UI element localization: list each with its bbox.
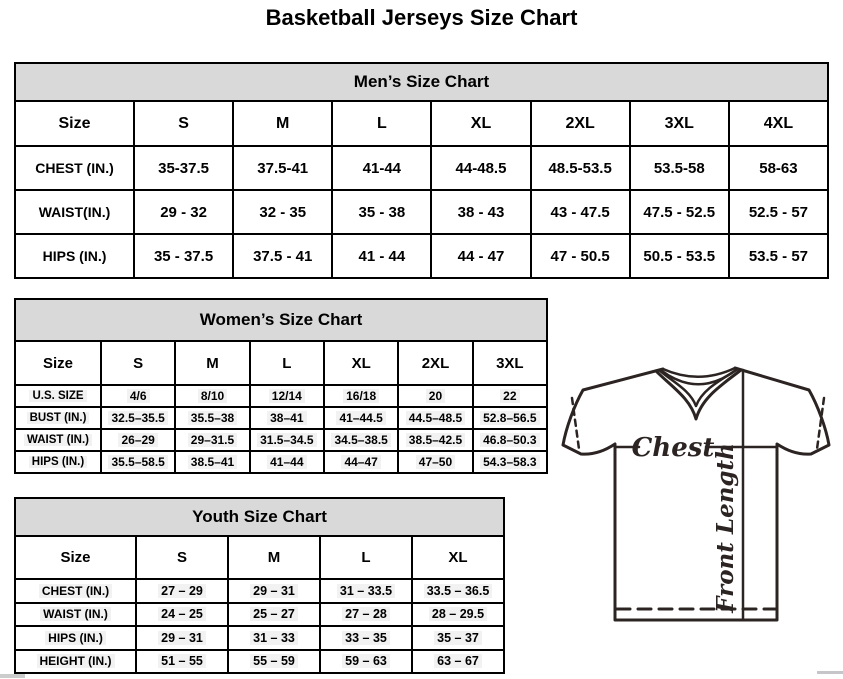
cell-value: 35 – 37: [434, 631, 482, 645]
youth-size-corner-label: Size: [15, 536, 136, 579]
cell-value: 47–50: [416, 455, 455, 469]
cell-value: 52.8–56.5: [480, 411, 539, 425]
mens-size-col-4xl: 4XL: [729, 101, 828, 146]
cell-value: 50.5 - 53.5: [630, 234, 729, 278]
cell-value: 37.5 - 41: [233, 234, 332, 278]
collar-v-inner: [659, 369, 738, 406]
mens-waist-row: [15, 190, 828, 234]
cell-value: 52.5 - 57: [729, 190, 828, 234]
cell-value: 29–31.5: [188, 433, 237, 447]
cell-value: 38–41: [267, 411, 306, 425]
mens-size-col-s: S: [134, 101, 233, 146]
hscrollbar-left-fragment[interactable]: [0, 674, 25, 678]
cell-value: 35.5–38: [188, 411, 237, 425]
womens-size-col-l: L: [250, 341, 324, 385]
cell-value: 41-44: [332, 146, 431, 190]
cell-value: 46.8–50.3: [480, 433, 539, 447]
youth-height-row: [15, 650, 504, 674]
row-label: HIPS (IN.): [15, 234, 134, 278]
cell-value: 53.5 - 57: [729, 234, 828, 278]
row-label: HEIGHT (IN.): [37, 654, 115, 668]
cell-value: 29 - 32: [134, 190, 233, 234]
cell-value: 44–47: [341, 455, 380, 469]
cell-value: 12/14: [269, 389, 305, 403]
row-label: BUST (IN.): [27, 412, 90, 424]
womens-us-size-row: [15, 385, 547, 407]
cell-value: 51 – 55: [158, 654, 206, 668]
mens-size-col-2xl: 2XL: [531, 101, 630, 146]
youth-chest-row: [15, 579, 504, 603]
youth-size-header-row: [15, 536, 504, 579]
mens-size-col-m: M: [233, 101, 332, 146]
mens-size-corner-label: Size: [15, 101, 134, 146]
cell-value: 54.3–58.3: [480, 455, 539, 469]
womens-size-col-3xl: 3XL: [473, 341, 547, 385]
chest-label: Chest: [631, 433, 715, 463]
cell-value: 58-63: [729, 146, 828, 190]
cell-value: 34.5–38.5: [331, 433, 390, 447]
collar-back-arc-top: [663, 368, 735, 377]
youth-size-col-xl: XL: [412, 536, 504, 579]
cell-value: 35-37.5: [134, 146, 233, 190]
youth-size-table: [14, 497, 505, 674]
mens-hips-row: [15, 234, 828, 278]
cell-value: 41–44.5: [336, 411, 385, 425]
youth-size-col-l: L: [320, 536, 412, 579]
row-label: HIPS (IN.): [29, 456, 87, 468]
cell-value: 27 – 28: [342, 607, 390, 621]
cell-value: 53.5-58: [630, 146, 729, 190]
cell-value: 33 – 35: [342, 631, 390, 645]
cell-value: 41–44: [267, 455, 306, 469]
womens-size-col-s: S: [101, 341, 175, 385]
womens-size-col-2xl: 2XL: [398, 341, 472, 385]
row-label: WAIST (IN.): [24, 434, 92, 446]
cell-value: 20: [426, 389, 445, 403]
cell-value: 35 - 37.5: [134, 234, 233, 278]
cell-value: 31.5–34.5: [257, 433, 316, 447]
cell-value: 22: [500, 389, 519, 403]
cell-value: 38 - 43: [431, 190, 530, 234]
womens-size-corner-label: Size: [15, 341, 101, 385]
cell-value: 55 – 59: [250, 654, 298, 668]
cell-value: 16/18: [343, 389, 379, 403]
cell-value: 38.5–41: [188, 455, 237, 469]
cell-value: 35 - 38: [332, 190, 431, 234]
youth-waist-row: [15, 603, 504, 627]
cell-value: 44 - 47: [431, 234, 530, 278]
cell-value: 31 – 33: [250, 631, 298, 645]
cell-value: 24 – 25: [158, 607, 206, 621]
cell-value: 29 – 31: [250, 584, 298, 598]
cell-value: 32 - 35: [233, 190, 332, 234]
cell-value: 29 – 31: [158, 631, 206, 645]
cell-value: 44.5–48.5: [406, 411, 465, 425]
cell-value: 48.5-53.5: [531, 146, 630, 190]
womens-size-col-xl: XL: [324, 341, 398, 385]
cell-value: 28 – 29.5: [429, 607, 487, 621]
row-label: CHEST (IN.): [39, 584, 112, 598]
youth-table-title: Youth Size Chart: [15, 498, 504, 536]
cell-value: 31 – 33.5: [337, 584, 395, 598]
womens-size-col-m: M: [175, 341, 249, 385]
row-label: WAIST (IN.): [40, 607, 111, 621]
youth-hips-row: [15, 626, 504, 650]
womens-size-table: [14, 298, 548, 474]
cell-value: 47 - 50.5: [531, 234, 630, 278]
cell-value: 47.5 - 52.5: [630, 190, 729, 234]
cell-value: 27 – 29: [158, 584, 206, 598]
cell-value: 4/6: [127, 389, 150, 403]
page-title: Basketball Jerseys Size Chart: [265, 5, 578, 30]
cell-value: 32.5–35.5: [108, 411, 167, 425]
cell-value: 37.5-41: [233, 146, 332, 190]
mens-size-col-l: L: [332, 101, 431, 146]
mens-chest-row: [15, 146, 828, 190]
mens-table-title: Men’s Size Chart: [15, 63, 828, 101]
cell-value: 8/10: [198, 389, 227, 403]
womens-bust-row: [15, 407, 547, 429]
mens-size-col-xl: XL: [431, 101, 530, 146]
cell-value: 35.5–58.5: [108, 455, 167, 469]
cell-value: 44-48.5: [431, 146, 530, 190]
cell-value: 38.5–42.5: [406, 433, 465, 447]
cell-value: 26–29: [118, 433, 157, 447]
row-label: HIPS (IN.): [45, 631, 106, 645]
cell-value: 43 - 47.5: [531, 190, 630, 234]
cell-value: 33.5 – 36.5: [424, 584, 493, 598]
youth-size-col-m: M: [228, 536, 320, 579]
mens-size-header-row: [15, 101, 828, 146]
hscrollbar-right-fragment[interactable]: [817, 671, 843, 674]
womens-hips-row: [15, 451, 547, 473]
mens-size-col-3xl: 3XL: [630, 101, 729, 146]
youth-size-col-s: S: [136, 536, 228, 579]
cell-value: 25 – 27: [250, 607, 298, 621]
cell-value: 59 – 63: [342, 654, 390, 668]
row-label: U.S. SIZE: [29, 390, 86, 402]
womens-table-title: Women’s Size Chart: [15, 299, 547, 341]
womens-waist-row: [15, 429, 547, 451]
row-label: WAIST(IN.): [15, 190, 134, 234]
mens-size-table: [14, 62, 829, 279]
row-label: CHEST (IN.): [15, 146, 134, 190]
cell-value: 63 – 67: [434, 654, 482, 668]
cell-value: 41 - 44: [332, 234, 431, 278]
womens-size-header-row: [15, 341, 547, 385]
front-length-label: Front Length: [712, 443, 739, 613]
jersey-measurement-diagram: [556, 360, 840, 630]
